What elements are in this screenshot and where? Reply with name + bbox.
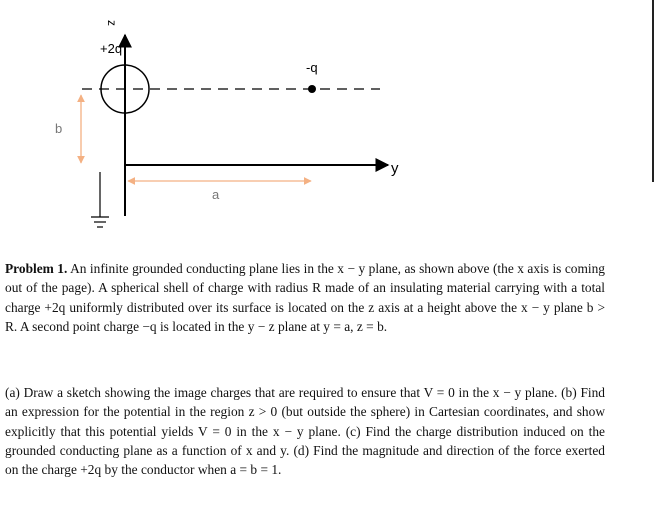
plus-charge-label: +2q (100, 41, 123, 56)
problem-body: An infinite grounded conducting plane lies in the x − y plane, as shown above (the x axis is coming out of the page). A spherical shell of charge with radius R made of an insulating material carrying with a total charge +2q uniformly distributed over its surface is located on the z axis at a height above the x − y plane b > R. A second point charge −q is located in the y − z plane at y = a, z = b. (5, 261, 606, 334)
questions-text: (a) Draw a sketch showing the image charges that are required to ensure that V = 0 in the x − y plane. (b) Find an expression for the potential in the region z > 0 (but outside the sphere) in Cartesian coordinates, and show explicitly that this potential yields V = 0 in the x − y plane. (c) Find the charge distribution induced on the grounded conducting plane as a function of x and y. (d) Find the magnitude and direction of the force exerted on the charge +2q by the conductor when a = b = 1. (5, 385, 605, 478)
z-axis-label: z (105, 20, 119, 26)
y-axis-label: y (391, 160, 399, 177)
problem-figure (0, 0, 656, 250)
problem-statement (5, 259, 605, 336)
point-charge-minus-q (308, 85, 316, 93)
problem-title: Problem 1. (5, 261, 68, 276)
dimension-a-label: a (212, 187, 220, 202)
minus-charge-label: -q (306, 60, 318, 75)
dimension-b-label: b (55, 121, 63, 136)
page-edge-rule (652, 0, 654, 182)
problem-questions (5, 383, 605, 479)
ground-icon (91, 172, 109, 227)
